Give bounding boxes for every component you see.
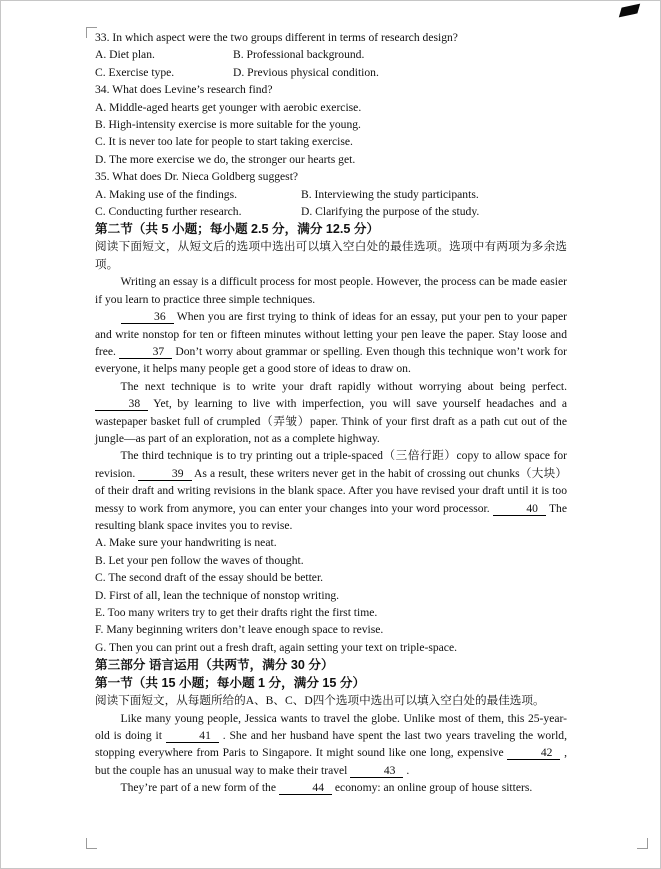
part-3-section-1-heading: 第一节（共 15 小题；每小题 1 分，满分 15 分）	[95, 676, 366, 691]
choice-c: C. The second draft of the essay should be better.	[95, 571, 324, 585]
part-3-heading: 第三部分 语言运用（共两节，满分 30 分）	[95, 658, 334, 673]
question-34-option-c: C. It is never too late for people to start taking exercise.	[95, 135, 353, 149]
choice-a: A. Make sure your handwriting is neat.	[95, 536, 277, 550]
question-34-stem: 34. What does Levine’s research find?	[95, 83, 273, 97]
question-33-option-b: B. Professional background.	[233, 48, 365, 62]
corner-crop-mark-bottom-left	[86, 838, 97, 849]
question-35-option-a: A. Making use of the findings.	[95, 187, 238, 201]
choice-d: D. First of all, lean the technique of nonstop writing.	[95, 588, 340, 602]
question-33-options-row-1	[95, 46, 567, 63]
question-34-option-d: D. The more exercise we do, the stronger our hearts get.	[95, 152, 356, 166]
choice-f: F. Many beginning writers don’t leave enough space to revise.	[95, 623, 384, 637]
question-33-stem: 33. In which aspect were the two groups different in terms of research design?	[95, 31, 458, 44]
blank-36: 36	[121, 310, 174, 324]
question-34-option-b: B. High-intensity exercise is more suitable for the young.	[95, 118, 361, 132]
passage-paragraph-3: The next technique is to write your draft rapidly without worrying about being perfect. 38 Yet, by learning to live with imperfection, you will save yourself headaches and a wastepaper basket full of crumpled（弄皱）paper. Think of your first draft as a path cut out of the jungle—as part of an exploration, not as a complete highway.	[95, 379, 567, 445]
question-35-options-row-1	[95, 186, 567, 203]
question-33-option-a: A. Diet plan.	[95, 48, 155, 62]
question-33-option-d: D. Previous physical condition.	[233, 65, 379, 79]
question-35-option-b: B. Interviewing the study participants.	[301, 187, 479, 201]
cloze-paragraph-2: They’re part of a new form of the 44 economy: an online group of house sitters.	[120, 781, 533, 795]
blank-43: 43	[350, 764, 403, 778]
question-34-option-a: A. Middle-aged hearts get younger with aerobic exercise.	[95, 100, 362, 114]
blank-41: 41	[166, 729, 219, 743]
corner-crop-mark-bottom-right	[637, 838, 648, 849]
question-35-option-c: C. Conducting further research.	[95, 205, 242, 219]
passage-paragraph-2: 36 When you are first trying to think of ideas for an essay, put your pen to your paper and write nonstop for ten or fifteen minutes without letting your pen leave the paper. Stay loose and free. 37 Don’t worry about grammar or spelling. Even though this technique won’t work for everyone, it helps many people get a good store of ideas to draw on.	[95, 310, 567, 376]
blank-40: 40	[493, 502, 546, 516]
question-35-stem: 35. What does Dr. Nieca Goldberg suggest?	[95, 170, 299, 184]
choice-g: G. Then you can print out a fresh draft, again setting your text on triple-space.	[95, 640, 457, 654]
part-3-instruction: 阅读下面短文，从每题所给的A、B、C、D四个选项中选出可以填入空白处的最佳选项。	[95, 694, 545, 708]
blank-39: 39	[138, 467, 191, 481]
choice-e: E. Too many writers try to get their drafts right the first time.	[95, 606, 378, 619]
passage-paragraph-4: The third technique is to try printing out a triple-spaced（三倍行距）copy to allow space for revision. 39 As a result, these writers never get in the habit of crossing out chunks（大块）of their draft and writing revisions in the blank space. After you have revised your draft until it is too messy to work from anymore, you can enter your changes into your word processor. 40 The resulting blank space invites you to revise.	[95, 449, 567, 532]
question-35-options-row-2	[95, 203, 567, 220]
choice-b: B. Let your pen follow the waves of thought.	[95, 553, 304, 567]
question-33-option-c: C. Exercise type.	[95, 65, 175, 79]
blank-37: 37	[119, 345, 172, 359]
question-33-options-row-2	[95, 64, 567, 81]
page-content	[95, 29, 567, 797]
passage-paragraph-1: Writing an essay is a difficult process for most people. However, the process can be made easier if you learn to practice three simple techniques.	[95, 275, 567, 306]
section-2-heading: 第二节（共 5 小题；每小题 2.5 分，满分 12.5 分）	[95, 222, 380, 237]
blank-44: 44	[279, 781, 332, 795]
section-2-instruction: 阅读下面短文，从短文后的选项中选出可以填入空白处的最佳选项。选项中有两项为多余选项。	[95, 240, 567, 271]
blank-38: 38	[95, 397, 148, 411]
cloze-paragraph-1: Like many young people, Jessica wants to travel the globe. Unlike most of them, this 25-year-old is doing it 41 . She and her husband have spent the last two years traveling the world, stopping everywhere from Paris to Singapore. It might sound like one long, expensive 42 , but the couple has an unusual way to make their travel 43 .	[95, 711, 567, 777]
blank-42: 42	[507, 746, 560, 760]
scan-artifact-mark	[619, 4, 640, 18]
question-35-option-d: D. Clarifying the purpose of the study.	[301, 205, 480, 219]
